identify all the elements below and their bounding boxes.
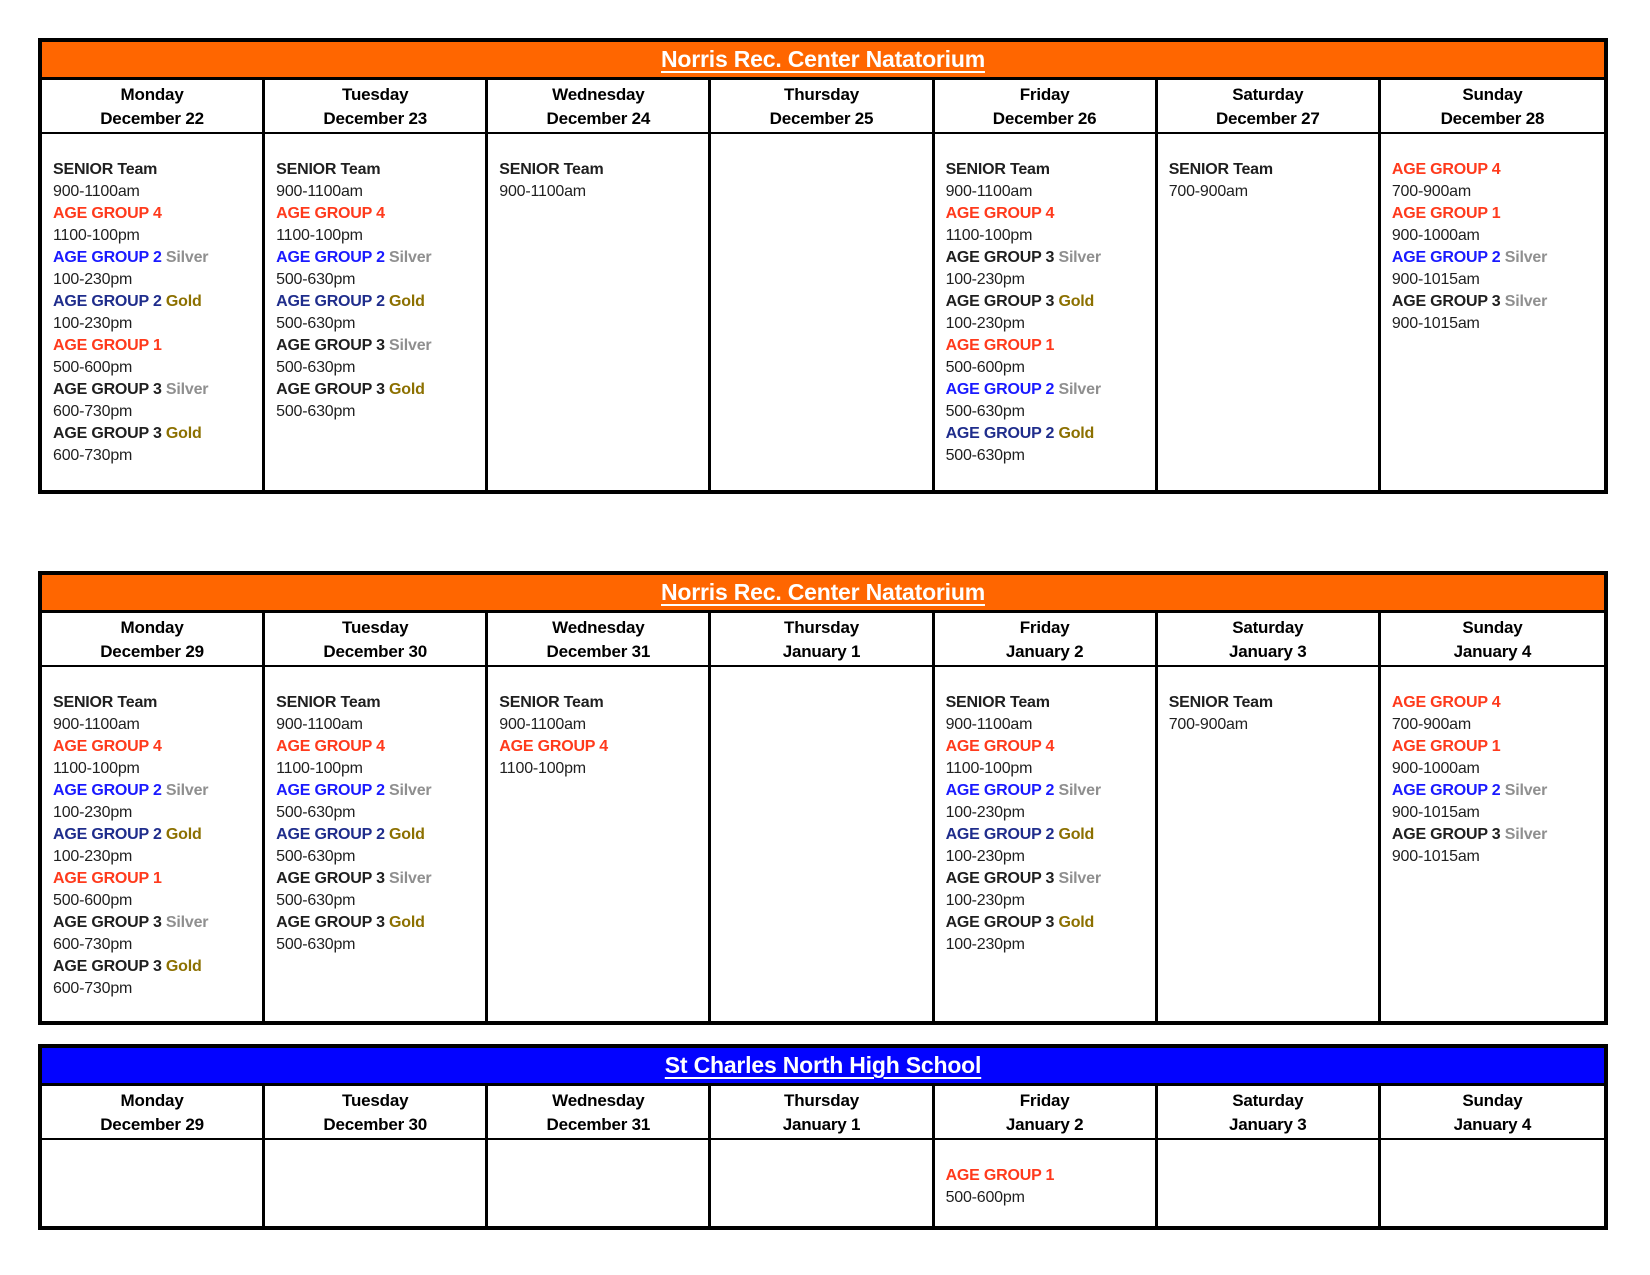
- group-line: [53, 247, 256, 269]
- group-line: [1392, 159, 1598, 181]
- variant-label: Gold: [389, 293, 425, 310]
- day-header-row: [42, 613, 1604, 667]
- day-date: January 4: [1453, 642, 1532, 661]
- day-cell: [711, 1140, 934, 1226]
- group-line: [53, 736, 256, 758]
- session-time: 900-1015am: [1391, 315, 1480, 332]
- day-cell: [935, 1140, 1158, 1226]
- group-line: [53, 868, 256, 890]
- session-time: 100-230pm: [53, 271, 133, 288]
- day-header: [1158, 80, 1381, 132]
- session-time: 500-630pm: [276, 271, 356, 288]
- facility-title: Norris Rec. Center Natatorium: [661, 579, 985, 605]
- variant-label: Silver: [389, 249, 432, 266]
- day-cell: [711, 134, 934, 490]
- session-time: 500-600pm: [945, 1189, 1025, 1206]
- day-name: Monday: [120, 85, 184, 104]
- day-cell: [1381, 667, 1604, 1021]
- day-name: Thursday: [784, 618, 859, 637]
- group-label: AGE GROUP 3: [945, 870, 1055, 887]
- group-label: AGE GROUP 4: [53, 738, 162, 755]
- group-label: AGE GROUP 2: [276, 249, 385, 266]
- group-line: [1392, 692, 1598, 714]
- day-header: [265, 1086, 488, 1138]
- session-time: 900-1100am: [945, 716, 1033, 733]
- day-date: December 29: [100, 1115, 204, 1134]
- group-label: SENIOR Team: [53, 161, 158, 178]
- group-line: [1169, 159, 1372, 181]
- group-label: AGE GROUP 3: [1391, 826, 1501, 843]
- group-label: AGE GROUP 2: [945, 425, 1055, 442]
- session-time: 700-900am: [1168, 716, 1248, 733]
- day-name: Friday: [1019, 85, 1070, 104]
- day-header: [711, 613, 934, 665]
- day-name: Wednesday: [552, 1091, 645, 1110]
- day-name: Wednesday: [552, 618, 645, 637]
- session-time: 900-1015am: [1391, 848, 1480, 865]
- session-time: 100-230pm: [945, 936, 1025, 953]
- group-line: [946, 203, 1149, 225]
- group-line: [1392, 736, 1598, 758]
- group-line: [1392, 247, 1598, 269]
- variant-label: Silver: [1058, 249, 1101, 266]
- day-date: December 22: [100, 109, 204, 128]
- group-label: AGE GROUP 3: [945, 249, 1055, 266]
- group-line: [53, 956, 256, 978]
- group-label: SENIOR Team: [276, 694, 381, 711]
- group-label: AGE GROUP 3: [945, 914, 1055, 931]
- variant-label: Gold: [389, 914, 425, 931]
- group-label: SENIOR Team: [499, 161, 604, 178]
- group-label: AGE GROUP 4: [53, 205, 162, 222]
- session-time: 1100-100pm: [945, 227, 1033, 244]
- day-cell: [42, 1140, 265, 1226]
- group-label: AGE GROUP 3: [945, 293, 1055, 310]
- day-date: December 30: [323, 642, 428, 661]
- variant-label: Silver: [1504, 826, 1548, 843]
- group-label: AGE GROUP 4: [945, 738, 1055, 755]
- group-line: [276, 291, 479, 313]
- day-date: January 1: [782, 642, 861, 661]
- day-cell: [265, 134, 488, 490]
- group-label: AGE GROUP 3: [1391, 293, 1501, 310]
- day-body-row: [42, 667, 1604, 1021]
- session-time: 1100-100pm: [276, 227, 363, 244]
- group-label: AGE GROUP 1: [945, 337, 1055, 354]
- variant-label: Silver: [389, 782, 432, 799]
- session-time: 500-630pm: [276, 359, 356, 376]
- variant-label: Silver: [165, 249, 209, 266]
- schedule-table: [38, 571, 1608, 1025]
- group-label: SENIOR Team: [499, 694, 604, 711]
- group-line: [946, 736, 1149, 758]
- group-line: [946, 247, 1149, 269]
- group-line: [53, 824, 256, 846]
- facility-banner: [42, 42, 1604, 80]
- group-line: [53, 379, 256, 401]
- day-name: Saturday: [1232, 1091, 1304, 1110]
- group-line: [1392, 291, 1598, 313]
- variant-label: Silver: [1504, 249, 1548, 266]
- day-cell: [1158, 1140, 1381, 1226]
- day-date: December 24: [546, 109, 651, 128]
- session-time: 100-230pm: [945, 804, 1025, 821]
- day-header: [935, 613, 1158, 665]
- variant-label: Gold: [165, 958, 202, 975]
- group-label: SENIOR Team: [1168, 161, 1273, 178]
- group-line: [946, 379, 1149, 401]
- group-line: [946, 692, 1149, 714]
- session-time: 500-630pm: [276, 315, 356, 332]
- group-line: [276, 247, 479, 269]
- session-time: 900-1100am: [276, 716, 363, 733]
- variant-label: Silver: [1058, 381, 1101, 398]
- day-date: January 3: [1228, 1115, 1307, 1134]
- day-date: December 30: [323, 1115, 428, 1134]
- group-label: AGE GROUP 3: [276, 914, 385, 931]
- group-line: [276, 780, 479, 802]
- session-time: 1100-100pm: [276, 760, 363, 777]
- day-date: January 4: [1453, 1115, 1532, 1134]
- day-name: Saturday: [1232, 85, 1304, 104]
- session-time: 600-730pm: [53, 980, 133, 997]
- day-name: Sunday: [1462, 1091, 1523, 1110]
- group-line: [53, 780, 256, 802]
- day-cell: [1158, 134, 1381, 490]
- day-date: December 29: [100, 642, 204, 661]
- group-label: AGE GROUP 1: [53, 337, 162, 354]
- group-line: [946, 159, 1149, 181]
- session-time: 500-630pm: [945, 403, 1025, 420]
- group-label: AGE GROUP 2: [945, 782, 1055, 799]
- group-line: [946, 824, 1149, 846]
- group-label: AGE GROUP 4: [276, 205, 385, 222]
- group-label: AGE GROUP 1: [53, 870, 162, 887]
- facility-title: Norris Rec. Center Natatorium: [661, 46, 985, 72]
- group-line: [946, 1165, 1149, 1187]
- session-time: 900-1100am: [945, 183, 1033, 200]
- group-line: [53, 291, 256, 313]
- group-label: AGE GROUP 2: [276, 826, 385, 843]
- session-time: 500-630pm: [276, 936, 356, 953]
- day-date: December 28: [1440, 109, 1545, 128]
- session-time: 100-230pm: [945, 892, 1025, 909]
- group-line: [53, 335, 256, 357]
- group-label: AGE GROUP 1: [945, 1167, 1055, 1184]
- group-line: [946, 780, 1149, 802]
- schedule-table: [38, 38, 1608, 494]
- day-cell: [935, 134, 1158, 490]
- session-time: 500-630pm: [276, 892, 356, 909]
- day-body-row: [42, 134, 1604, 490]
- day-header: [488, 80, 711, 132]
- group-label: AGE GROUP 4: [945, 205, 1055, 222]
- session-time: 500-630pm: [276, 804, 356, 821]
- day-date: December 31: [546, 642, 651, 661]
- group-line: [499, 736, 702, 758]
- schedule-table: [38, 1044, 1608, 1230]
- day-name: Sunday: [1462, 618, 1523, 637]
- session-time: 900-1100am: [499, 716, 586, 733]
- day-header: [42, 1086, 265, 1138]
- variant-label: Gold: [389, 381, 425, 398]
- group-label: AGE GROUP 2: [53, 293, 162, 310]
- group-line: [946, 291, 1149, 313]
- session-time: 500-630pm: [945, 447, 1025, 464]
- session-time: 900-1100am: [276, 183, 363, 200]
- session-time: 900-1000am: [1391, 760, 1480, 777]
- group-line: [946, 912, 1149, 934]
- variant-label: Silver: [165, 914, 209, 931]
- session-time: 500-630pm: [276, 403, 356, 420]
- group-label: AGE GROUP 2: [1391, 249, 1501, 266]
- group-line: [276, 912, 479, 934]
- group-label: AGE GROUP 3: [276, 337, 385, 354]
- group-label: AGE GROUP 4: [276, 738, 385, 755]
- variant-label: Silver: [165, 782, 209, 799]
- group-line: [53, 203, 256, 225]
- day-cell: [42, 134, 265, 490]
- session-time: 700-900am: [1391, 183, 1471, 200]
- group-label: AGE GROUP 1: [1391, 205, 1501, 222]
- session-time: 500-600pm: [53, 892, 133, 909]
- group-line: [1392, 203, 1598, 225]
- group-label: AGE GROUP 2: [945, 826, 1055, 843]
- day-cell: [488, 134, 711, 490]
- group-label: AGE GROUP 4: [499, 738, 608, 755]
- day-name: Tuesday: [342, 1091, 409, 1110]
- variant-label: Gold: [1058, 425, 1095, 442]
- day-cell: [488, 667, 711, 1021]
- day-name: Tuesday: [342, 85, 409, 104]
- session-time: 900-1015am: [1391, 271, 1480, 288]
- day-header: [42, 80, 265, 132]
- day-cell: [42, 667, 265, 1021]
- day-cell: [1381, 134, 1604, 490]
- group-label: AGE GROUP 3: [276, 870, 385, 887]
- group-label: SENIOR Team: [1168, 694, 1273, 711]
- variant-label: Silver: [389, 870, 432, 887]
- group-label: SENIOR Team: [276, 161, 381, 178]
- session-time: 1100-100pm: [53, 227, 140, 244]
- session-time: 100-230pm: [945, 848, 1025, 865]
- day-header: [935, 80, 1158, 132]
- session-time: 900-1015am: [1391, 804, 1480, 821]
- group-line: [946, 868, 1149, 890]
- day-name: Friday: [1019, 1091, 1070, 1110]
- day-header: [265, 80, 488, 132]
- day-cell: [711, 667, 934, 1021]
- group-line: [276, 692, 479, 714]
- day-header: [1381, 613, 1604, 665]
- facility-banner: [42, 575, 1604, 613]
- day-name: Monday: [120, 618, 184, 637]
- variant-label: Silver: [165, 381, 209, 398]
- group-line: [276, 335, 479, 357]
- variant-label: Silver: [1504, 782, 1548, 799]
- session-time: 100-230pm: [53, 804, 133, 821]
- group-label: AGE GROUP 3: [53, 425, 162, 442]
- group-label: AGE GROUP 3: [53, 381, 162, 398]
- day-cell: [1381, 1140, 1604, 1226]
- day-date: January 2: [1005, 642, 1084, 661]
- session-time: 100-230pm: [945, 315, 1025, 332]
- session-time: 100-230pm: [945, 271, 1025, 288]
- day-date: December 23: [323, 109, 428, 128]
- group-label: AGE GROUP 2: [53, 249, 162, 266]
- facility-banner: [42, 1048, 1604, 1086]
- group-line: [276, 379, 479, 401]
- day-header: [711, 1086, 934, 1138]
- day-date: December 25: [769, 109, 874, 128]
- day-cell: [265, 1140, 488, 1226]
- day-date: December 27: [1215, 109, 1320, 128]
- variant-label: Gold: [165, 293, 202, 310]
- day-header: [488, 613, 711, 665]
- day-header: [1158, 613, 1381, 665]
- variant-label: Gold: [1058, 293, 1095, 310]
- day-header: [488, 1086, 711, 1138]
- session-time: 500-600pm: [945, 359, 1025, 376]
- day-name: Friday: [1019, 618, 1070, 637]
- session-time: 500-630pm: [276, 848, 356, 865]
- day-date: January 2: [1005, 1115, 1084, 1134]
- variant-label: Silver: [1058, 782, 1101, 799]
- variant-label: Silver: [1058, 870, 1101, 887]
- day-name: Sunday: [1462, 85, 1523, 104]
- group-line: [276, 203, 479, 225]
- session-time: 900-1000am: [1391, 227, 1480, 244]
- session-time: 600-730pm: [53, 447, 133, 464]
- day-header: [1381, 80, 1604, 132]
- group-line: [53, 912, 256, 934]
- session-time: 1100-100pm: [53, 760, 140, 777]
- day-header-row: [42, 80, 1604, 134]
- group-label: AGE GROUP 2: [945, 381, 1055, 398]
- day-header: [1381, 1086, 1604, 1138]
- group-label: SENIOR Team: [53, 694, 158, 711]
- day-date: December 26: [992, 109, 1097, 128]
- group-label: AGE GROUP 2: [53, 826, 162, 843]
- group-line: [276, 159, 479, 181]
- day-name: Saturday: [1232, 618, 1304, 637]
- group-label: AGE GROUP 4: [1391, 694, 1501, 711]
- day-header: [711, 80, 934, 132]
- session-time: 500-600pm: [53, 359, 133, 376]
- day-header: [265, 613, 488, 665]
- group-line: [53, 692, 256, 714]
- variant-label: Gold: [165, 425, 202, 442]
- group-line: [276, 736, 479, 758]
- day-header: [42, 613, 265, 665]
- day-cell: [265, 667, 488, 1021]
- variant-label: Gold: [165, 826, 202, 843]
- day-date: December 31: [546, 1115, 651, 1134]
- day-name: Wednesday: [552, 85, 645, 104]
- day-name: Monday: [120, 1091, 184, 1110]
- group-label: AGE GROUP 4: [1391, 161, 1501, 178]
- session-time: 900-1100am: [53, 716, 140, 733]
- group-line: [1392, 780, 1598, 802]
- group-line: [276, 868, 479, 890]
- group-line: [946, 335, 1149, 357]
- session-time: 1100-100pm: [945, 760, 1033, 777]
- group-line: [1392, 824, 1598, 846]
- day-cell: [488, 1140, 711, 1226]
- session-time: 700-900am: [1391, 716, 1471, 733]
- day-name: Thursday: [784, 1091, 859, 1110]
- variant-label: Silver: [1504, 293, 1548, 310]
- group-line: [499, 692, 702, 714]
- day-date: January 3: [1228, 642, 1307, 661]
- session-time: 1100-100pm: [499, 760, 586, 777]
- day-name: Thursday: [784, 85, 859, 104]
- group-line: [499, 159, 702, 181]
- session-time: 600-730pm: [53, 403, 133, 420]
- day-name: Tuesday: [342, 618, 409, 637]
- group-label: AGE GROUP 2: [276, 782, 385, 799]
- day-header: [935, 1086, 1158, 1138]
- group-label: SENIOR Team: [945, 694, 1050, 711]
- group-label: SENIOR Team: [945, 161, 1050, 178]
- group-label: AGE GROUP 3: [53, 958, 162, 975]
- day-date: January 1: [782, 1115, 861, 1134]
- variant-label: Silver: [389, 337, 432, 354]
- group-line: [946, 423, 1149, 445]
- variant-label: Gold: [389, 826, 425, 843]
- day-cell: [935, 667, 1158, 1021]
- session-time: 600-730pm: [53, 936, 133, 953]
- session-time: 100-230pm: [53, 848, 133, 865]
- session-time: 900-1100am: [53, 183, 140, 200]
- variant-label: Gold: [1058, 914, 1095, 931]
- group-line: [53, 159, 256, 181]
- group-line: [1169, 692, 1372, 714]
- facility-title: St Charles North High School: [664, 1052, 982, 1078]
- group-line: [276, 824, 479, 846]
- session-time: 100-230pm: [53, 315, 133, 332]
- day-header: [1158, 1086, 1381, 1138]
- group-label: AGE GROUP 3: [53, 914, 162, 931]
- day-cell: [1158, 667, 1381, 1021]
- group-label: AGE GROUP 1: [1391, 738, 1501, 755]
- day-header-row: [42, 1086, 1604, 1140]
- group-label: AGE GROUP 2: [276, 293, 385, 310]
- group-label: AGE GROUP 2: [53, 782, 162, 799]
- day-body-row: [42, 1140, 1604, 1226]
- group-label: AGE GROUP 2: [1391, 782, 1501, 799]
- group-label: AGE GROUP 3: [276, 381, 385, 398]
- session-time: 700-900am: [1168, 183, 1248, 200]
- variant-label: Gold: [1058, 826, 1095, 843]
- group-line: [53, 423, 256, 445]
- session-time: 900-1100am: [499, 183, 586, 200]
